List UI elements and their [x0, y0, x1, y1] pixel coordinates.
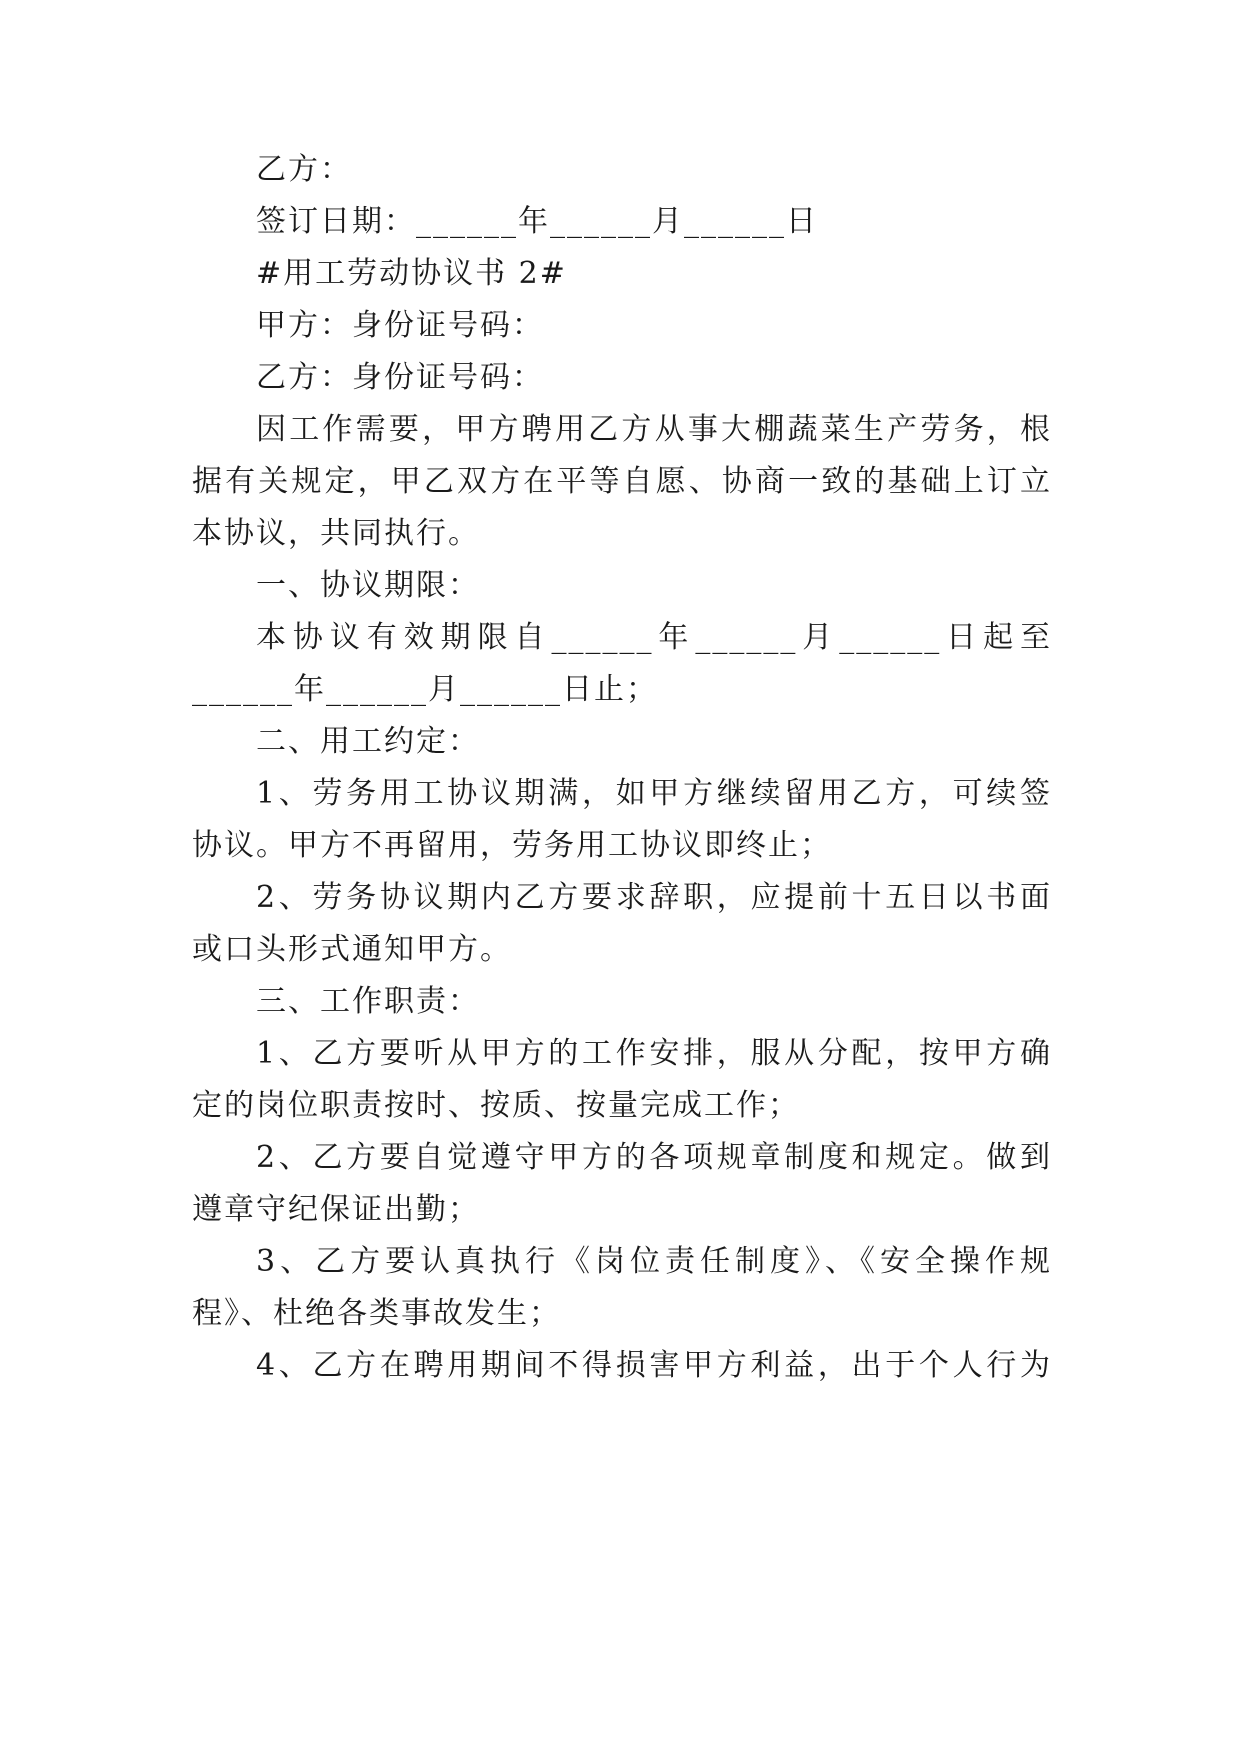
employment-item-2-line-1: 2、劳务协议期内乙方要求辞职，应提前十五日以书面 — [256, 880, 1052, 915]
text-line-party-b-id: 乙方：身份证号码： — [256, 360, 544, 395]
term-line-2: ______年______月______日止； — [192, 672, 658, 707]
paragraph-intro-line-1: 因工作需要，甲方聘用乙方从事大棚蔬菜生产劳务，根 — [256, 412, 1052, 447]
text-line-party-a-id: 甲方：身份证号码： — [256, 308, 544, 343]
employment-item-2-line-2: 或口头形式通知甲方。 — [192, 932, 512, 967]
section-heading-employment: 二、用工约定： — [256, 724, 480, 759]
term-line-1: 本协议有效期限自______年______月______日起至 — [256, 620, 1052, 655]
section-heading-duties: 三、工作职责： — [256, 984, 480, 1019]
duty-item-2-line-1: 2、乙方要自觉遵守甲方的各项规章制度和规定。做到 — [256, 1140, 1052, 1175]
duty-item-3-line-1: 3、乙方要认真执行《岗位责任制度》、《安全操作规 — [256, 1244, 1052, 1279]
section-heading-term: 一、协议期限： — [256, 568, 480, 603]
text-line-sign-date: 签订日期：______年______月______日 — [256, 204, 818, 239]
duty-item-3-line-2: 程》、杜绝各类事故发生； — [192, 1296, 561, 1331]
employment-item-1-line-1: 1、劳务用工协议期满，如甲方继续留用乙方，可续签 — [256, 776, 1052, 811]
text-line-party-b: 乙方： — [256, 152, 352, 187]
duty-item-4-line-1: 4、乙方在聘用期间不得损害甲方利益，出于个人行为 — [256, 1348, 1052, 1383]
duty-item-1-line-1: 1、乙方要听从甲方的工作安排，服从分配，按甲方确 — [256, 1036, 1052, 1071]
duty-item-1-line-2: 定的岗位职责按时、按质、按量完成工作； — [192, 1088, 800, 1123]
document-title: #用工劳动协议书 2# — [256, 256, 567, 291]
paragraph-intro-line-2: 据有关规定，甲乙双方在平等自愿、协商一致的基础上订立 — [192, 464, 1052, 499]
paragraph-intro-line-3: 本协议，共同执行。 — [192, 516, 480, 551]
employment-item-1-line-2: 协议。甲方不再留用，劳务用工协议即终止； — [192, 828, 832, 863]
duty-item-2-line-2: 遵章守纪保证出勤； — [192, 1192, 480, 1227]
